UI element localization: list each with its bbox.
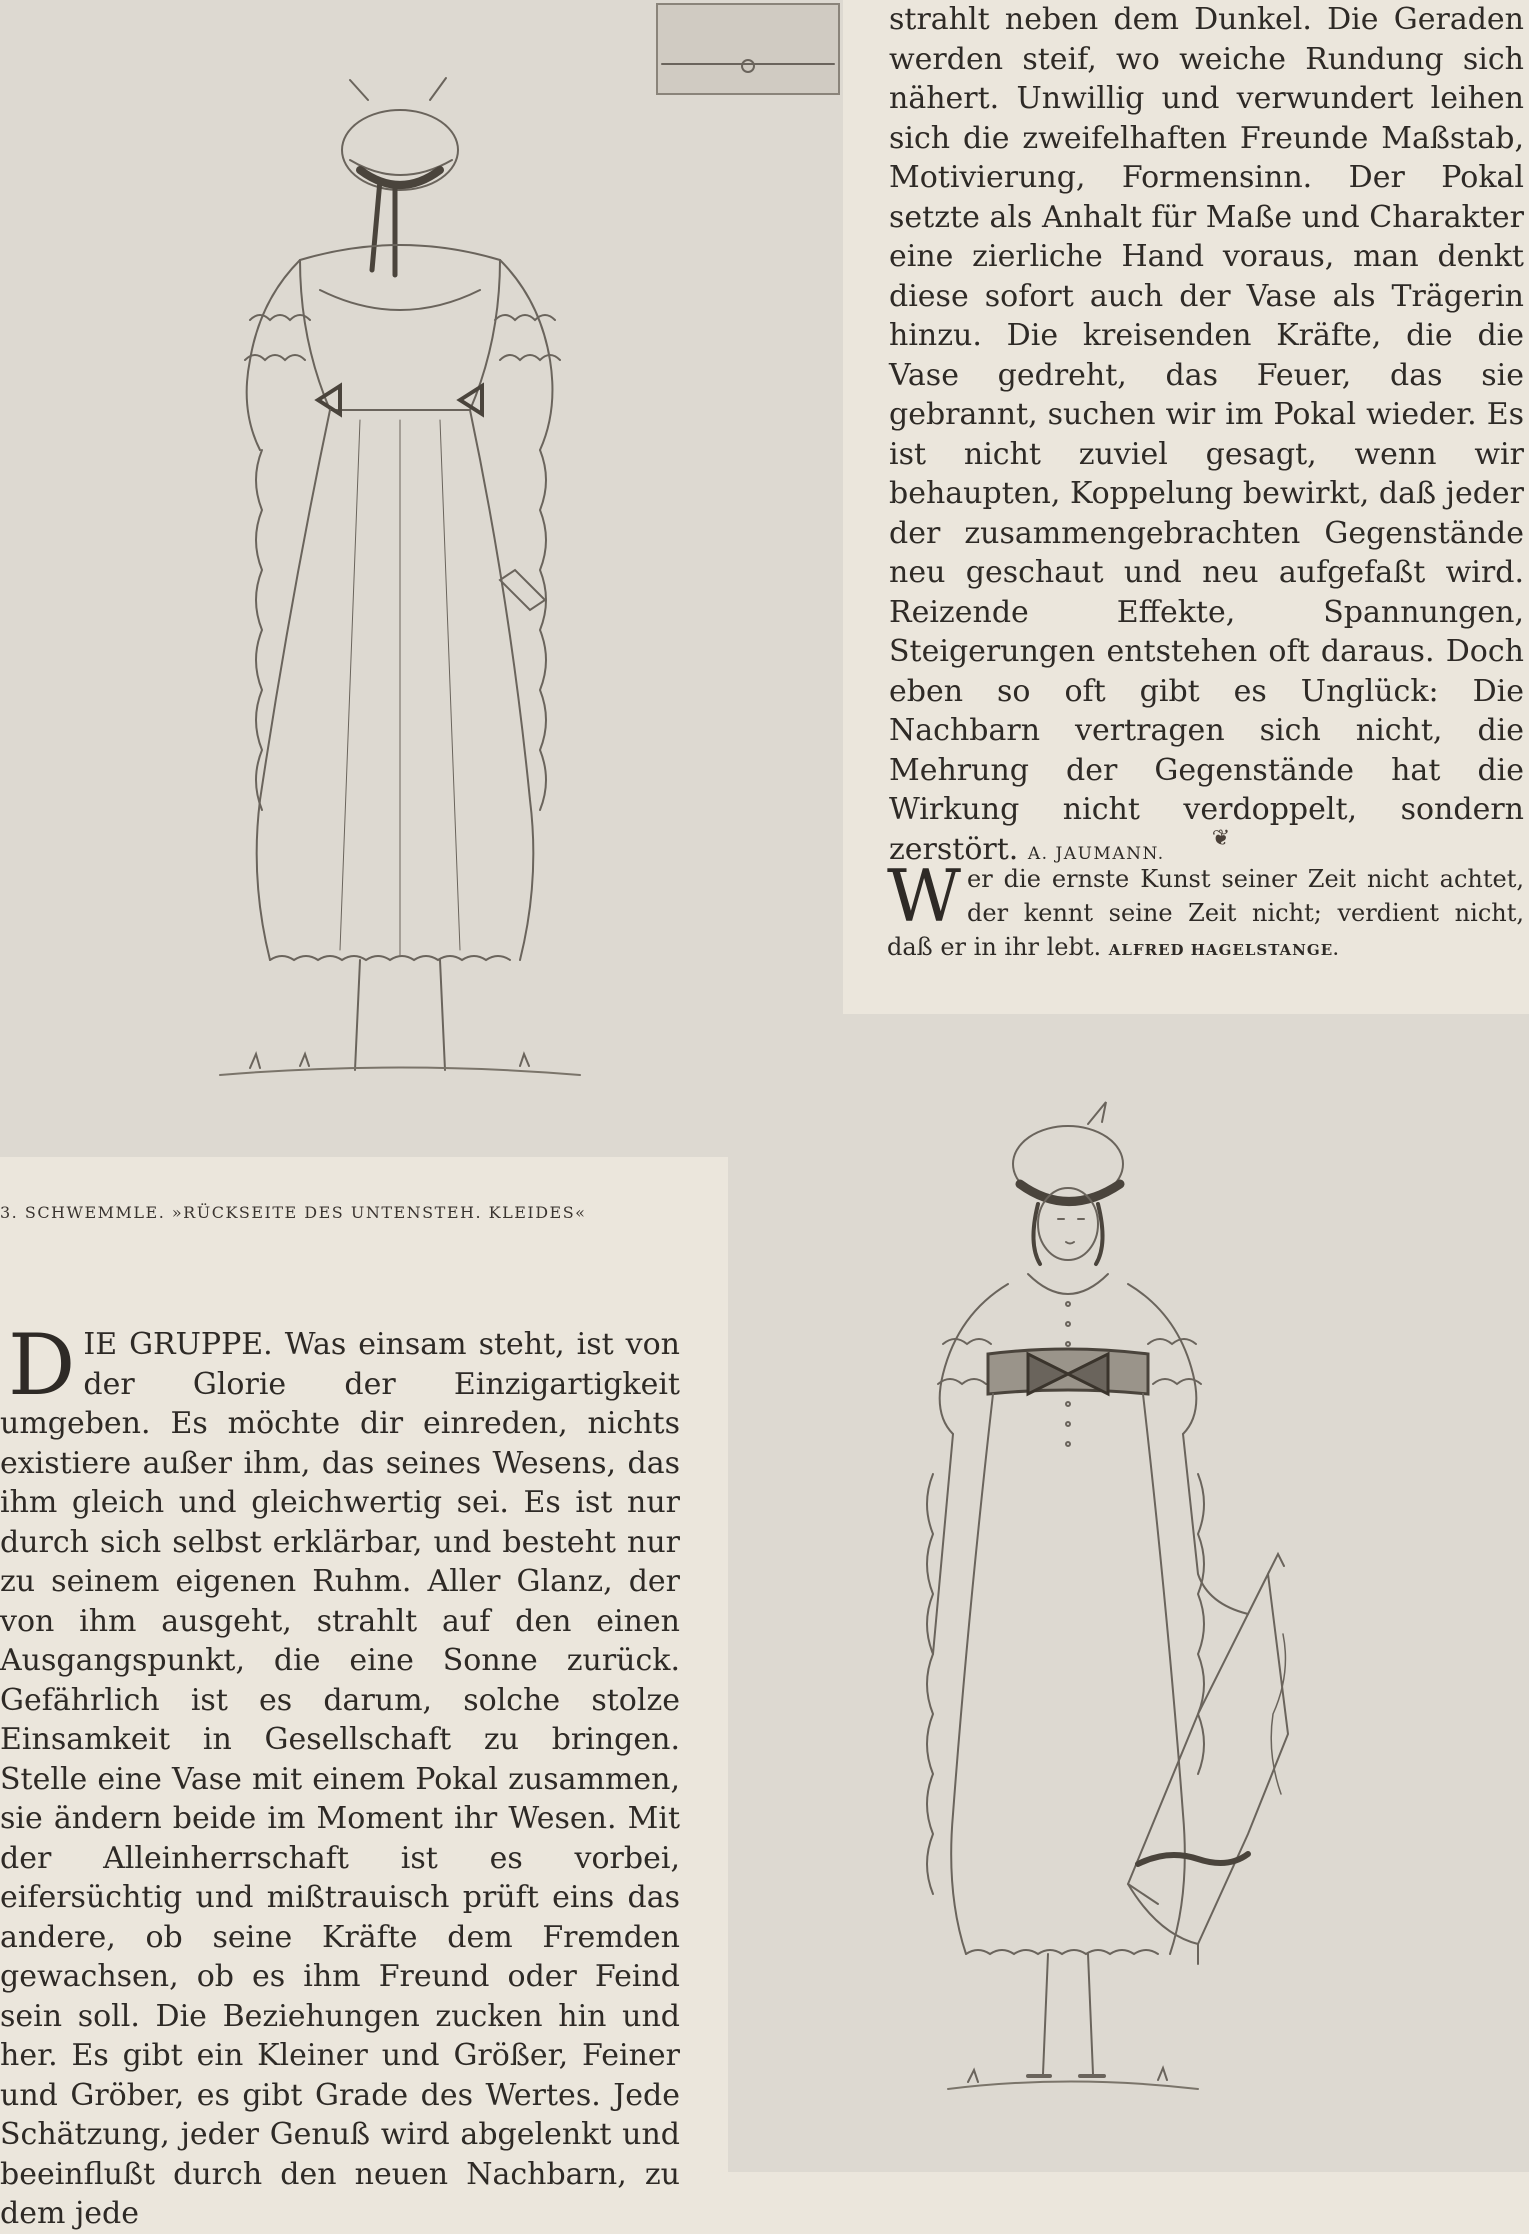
figure-caption: 3. SCHWEMMLE. »RÜCKSEITE DES UNTENSTEH. KLEIDES« (0, 1203, 587, 1222)
section-heading: IE GRUPPE. (83, 1327, 273, 1362)
quote-initial: W (887, 854, 962, 938)
section-initial: D (8, 1316, 76, 1414)
quote-text: er die ernste Kunst seiner Zeit nicht achtet, der kennt seine Zeit nicht; verdient nicht, daß er in ihr lebt. (887, 865, 1524, 961)
left-text-column (0, 1316, 681, 2234)
right-column-author: A. JAUMANN. (1027, 843, 1165, 864)
dress-back-sketch (0, 0, 843, 1157)
ornament-icon: ❦ (1211, 826, 1231, 851)
hagelstange-quote (887, 854, 1524, 967)
dress-front-sketch (728, 1014, 1529, 2172)
illustration-back-view (0, 0, 843, 1157)
right-text-column (889, 0, 1524, 874)
illustration-front-view (728, 1014, 1529, 2172)
quote-author: ALFRED HAGELSTANGE. (1108, 941, 1340, 959)
left-column-body: Was einsam steht, ist von der Glorie der Einzigartigkeit umgeben. Es möchte dir einreden, nichts existiere außer ihm, das seines Wesens, das ihm gleich und gleichwertig sei. Es ist nur durch sich selbst erklärbar, und besteht nur zu seinem eigenen Ruhm. Aller Glanz, der von ihm ausgeht, strahlt auf den einen Ausgangspunkt, die eine Sonne zurück. Gefährlich ist es darum, solche stolze Einsamkeit in Gesellschaft zu bringen. Stelle eine Vase mit einem Pokal zusammen, sie ändern beide im Moment ihr Wesen. Mit der Alleinherrschaft ist es vorbei, eifersüchtig und mißtrauisch prüft eins das andere, ob seine Kräfte dem Fremden gewachsen, ob es ihm Freund oder Feind sein soll. Die Beziehungen zucken hin und her. Es gibt ein Kleiner und Größer, Feiner und Gröber, es gibt Grade des Wertes. Jede Schätzung, jeder Genuß wird abgelenkt und beeinflußt durch den neuen Nachbarn, zu dem jede (0, 1327, 681, 2231)
right-column-body: strahlt neben dem Dunkel. Die Geraden werden steif, wo weiche Rundung sich nähert. Unwillig und verwundert leihen sich die zweifelhaften Freunde Maßstab, Motivierung, Formensinn. Der Pokal setzte als Anhalt für Maße und Charakter eine zierliche Hand voraus, man denkt diese sofort auch der Vase als Trägerin hinzu. Die kreisenden Kräfte, die die Vase gedreht, das Feuer, das sie gebrannt, suchen wir im Pokal wieder. Es ist nicht zuviel gesagt, wenn wir behaupten, Koppelung bewirkt, daß jeder der zusammengebrachten Gegenstände neu geschaut und neu aufgefaßt wird. Reizende Effekte, Spannungen, Steigerungen entstehen oft daraus. Doch eben so oft gibt es Unglück: Die Nachbarn vertragen sich nicht, die Mehrung der Gegenstände hat die Wirkung nicht verdoppelt, sondern zerstört. (889, 2, 1524, 867)
